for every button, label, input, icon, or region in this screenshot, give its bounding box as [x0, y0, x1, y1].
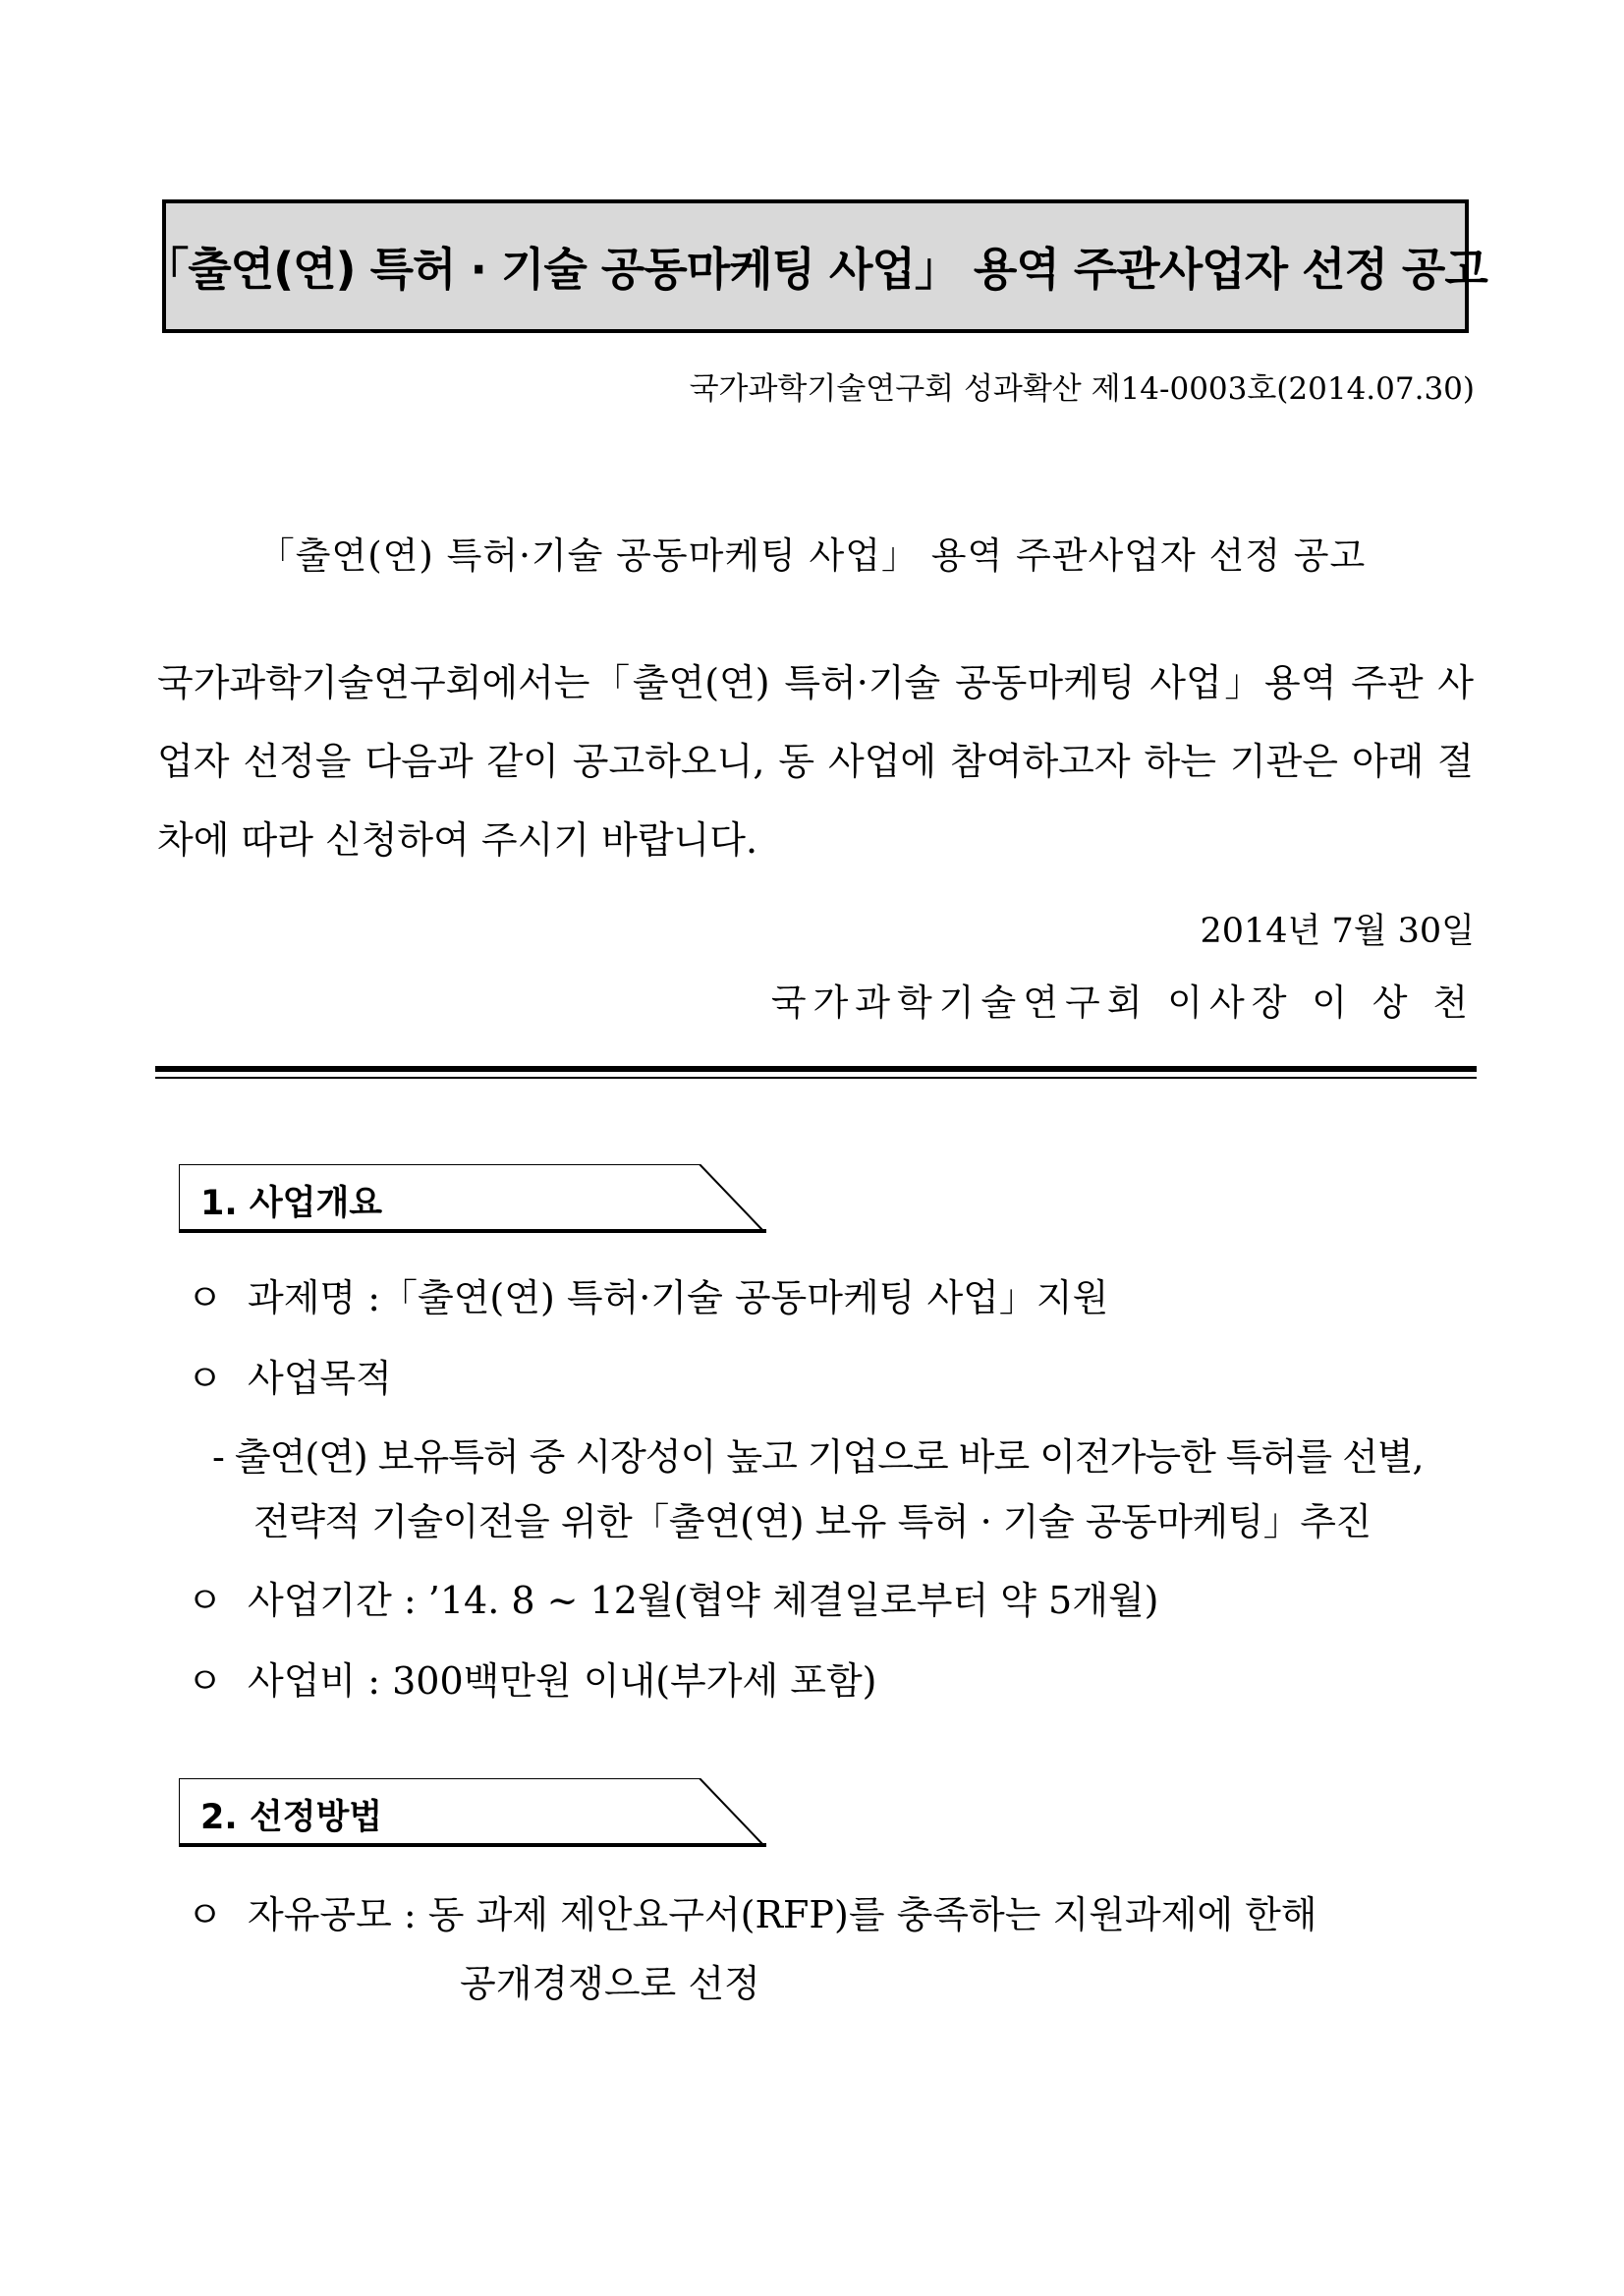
divider-thick	[155, 1066, 1477, 1072]
project-name-item	[187, 1267, 1108, 1321]
section-2-heading-tab	[179, 1778, 768, 1847]
divider-thin	[155, 1077, 1477, 1079]
method-text: 자유공모 : 동 과제 제안요구서(RFP)를 충족하는 지원과제에 한해	[248, 1893, 1317, 1936]
section-2-heading: 2. 선정방법	[200, 1798, 383, 1837]
method-continuation: 공개경쟁으로 선정	[460, 1962, 760, 2005]
period-text: 사업기간 : ’14. 8 ~ 12월(협약 체결일로부터 약 5개월)	[248, 1579, 1159, 1622]
intro-paragraph: 국가과학기술연구회에서는「출연(연) 특허·기술 공동마케팅 사업」용역 주관 사업자 선정을 다음과 같이 공고하오니, 동 사업에 참여하고자 하는 기관은 아래 절차에 따라 신청하여 주시기 바랍니다.	[157, 661, 1474, 862]
document-number: 국가과학기술연구회 성과확산 제14-0003호(2014.07.30)	[689, 371, 1475, 407]
purpose-label: 사업목적	[248, 1357, 392, 1400]
title-box	[143, 199, 1487, 333]
purpose-detail-line-2: 전략적 기술이전을 위한「출연(연) 보유 특허 · 기술 공동마케팅」추진	[253, 1500, 1372, 1543]
project-name-text: 과제명 :「출연(연) 특허·기술 공동마케팅 사업」지원	[248, 1276, 1109, 1319]
bullet-marker: ㅇ	[187, 1579, 223, 1622]
purpose-detail-line-1: - 출연(연) 보유특허 중 시장성이 높고 기업으로 바로 이전가능한 특허를 선별,	[212, 1435, 1424, 1479]
bullet-marker: ㅇ	[187, 1893, 223, 1936]
purpose-item	[187, 1348, 392, 1402]
period-item	[187, 1570, 1158, 1624]
section-1-heading: 1. 사업개요	[200, 1184, 383, 1223]
bullet-marker: ㅇ	[187, 1276, 223, 1319]
signer: 국가과학기술연구회 이사장 이 상 천	[770, 981, 1475, 1024]
announcement-date: 2014년 7월 30일	[1200, 912, 1475, 951]
announcement-subtitle: 「출연(연) 특허·기술 공동마케팅 사업」 용역 주관사업자 선정 공고	[257, 534, 1367, 577]
method-item	[187, 1884, 1317, 1938]
bullet-marker: ㅇ	[187, 1357, 223, 1400]
bullet-marker: ㅇ	[187, 1659, 223, 1703]
section-1-heading-tab	[179, 1164, 768, 1233]
document-title: 「출연(연) 특허 · 기술 공동마케팅 사업」 용역 주관사업자 선정 공고	[143, 243, 1487, 296]
budget-item	[187, 1651, 877, 1705]
budget-text: 사업비 : 300백만원 이내(부가세 포함)	[248, 1659, 877, 1703]
